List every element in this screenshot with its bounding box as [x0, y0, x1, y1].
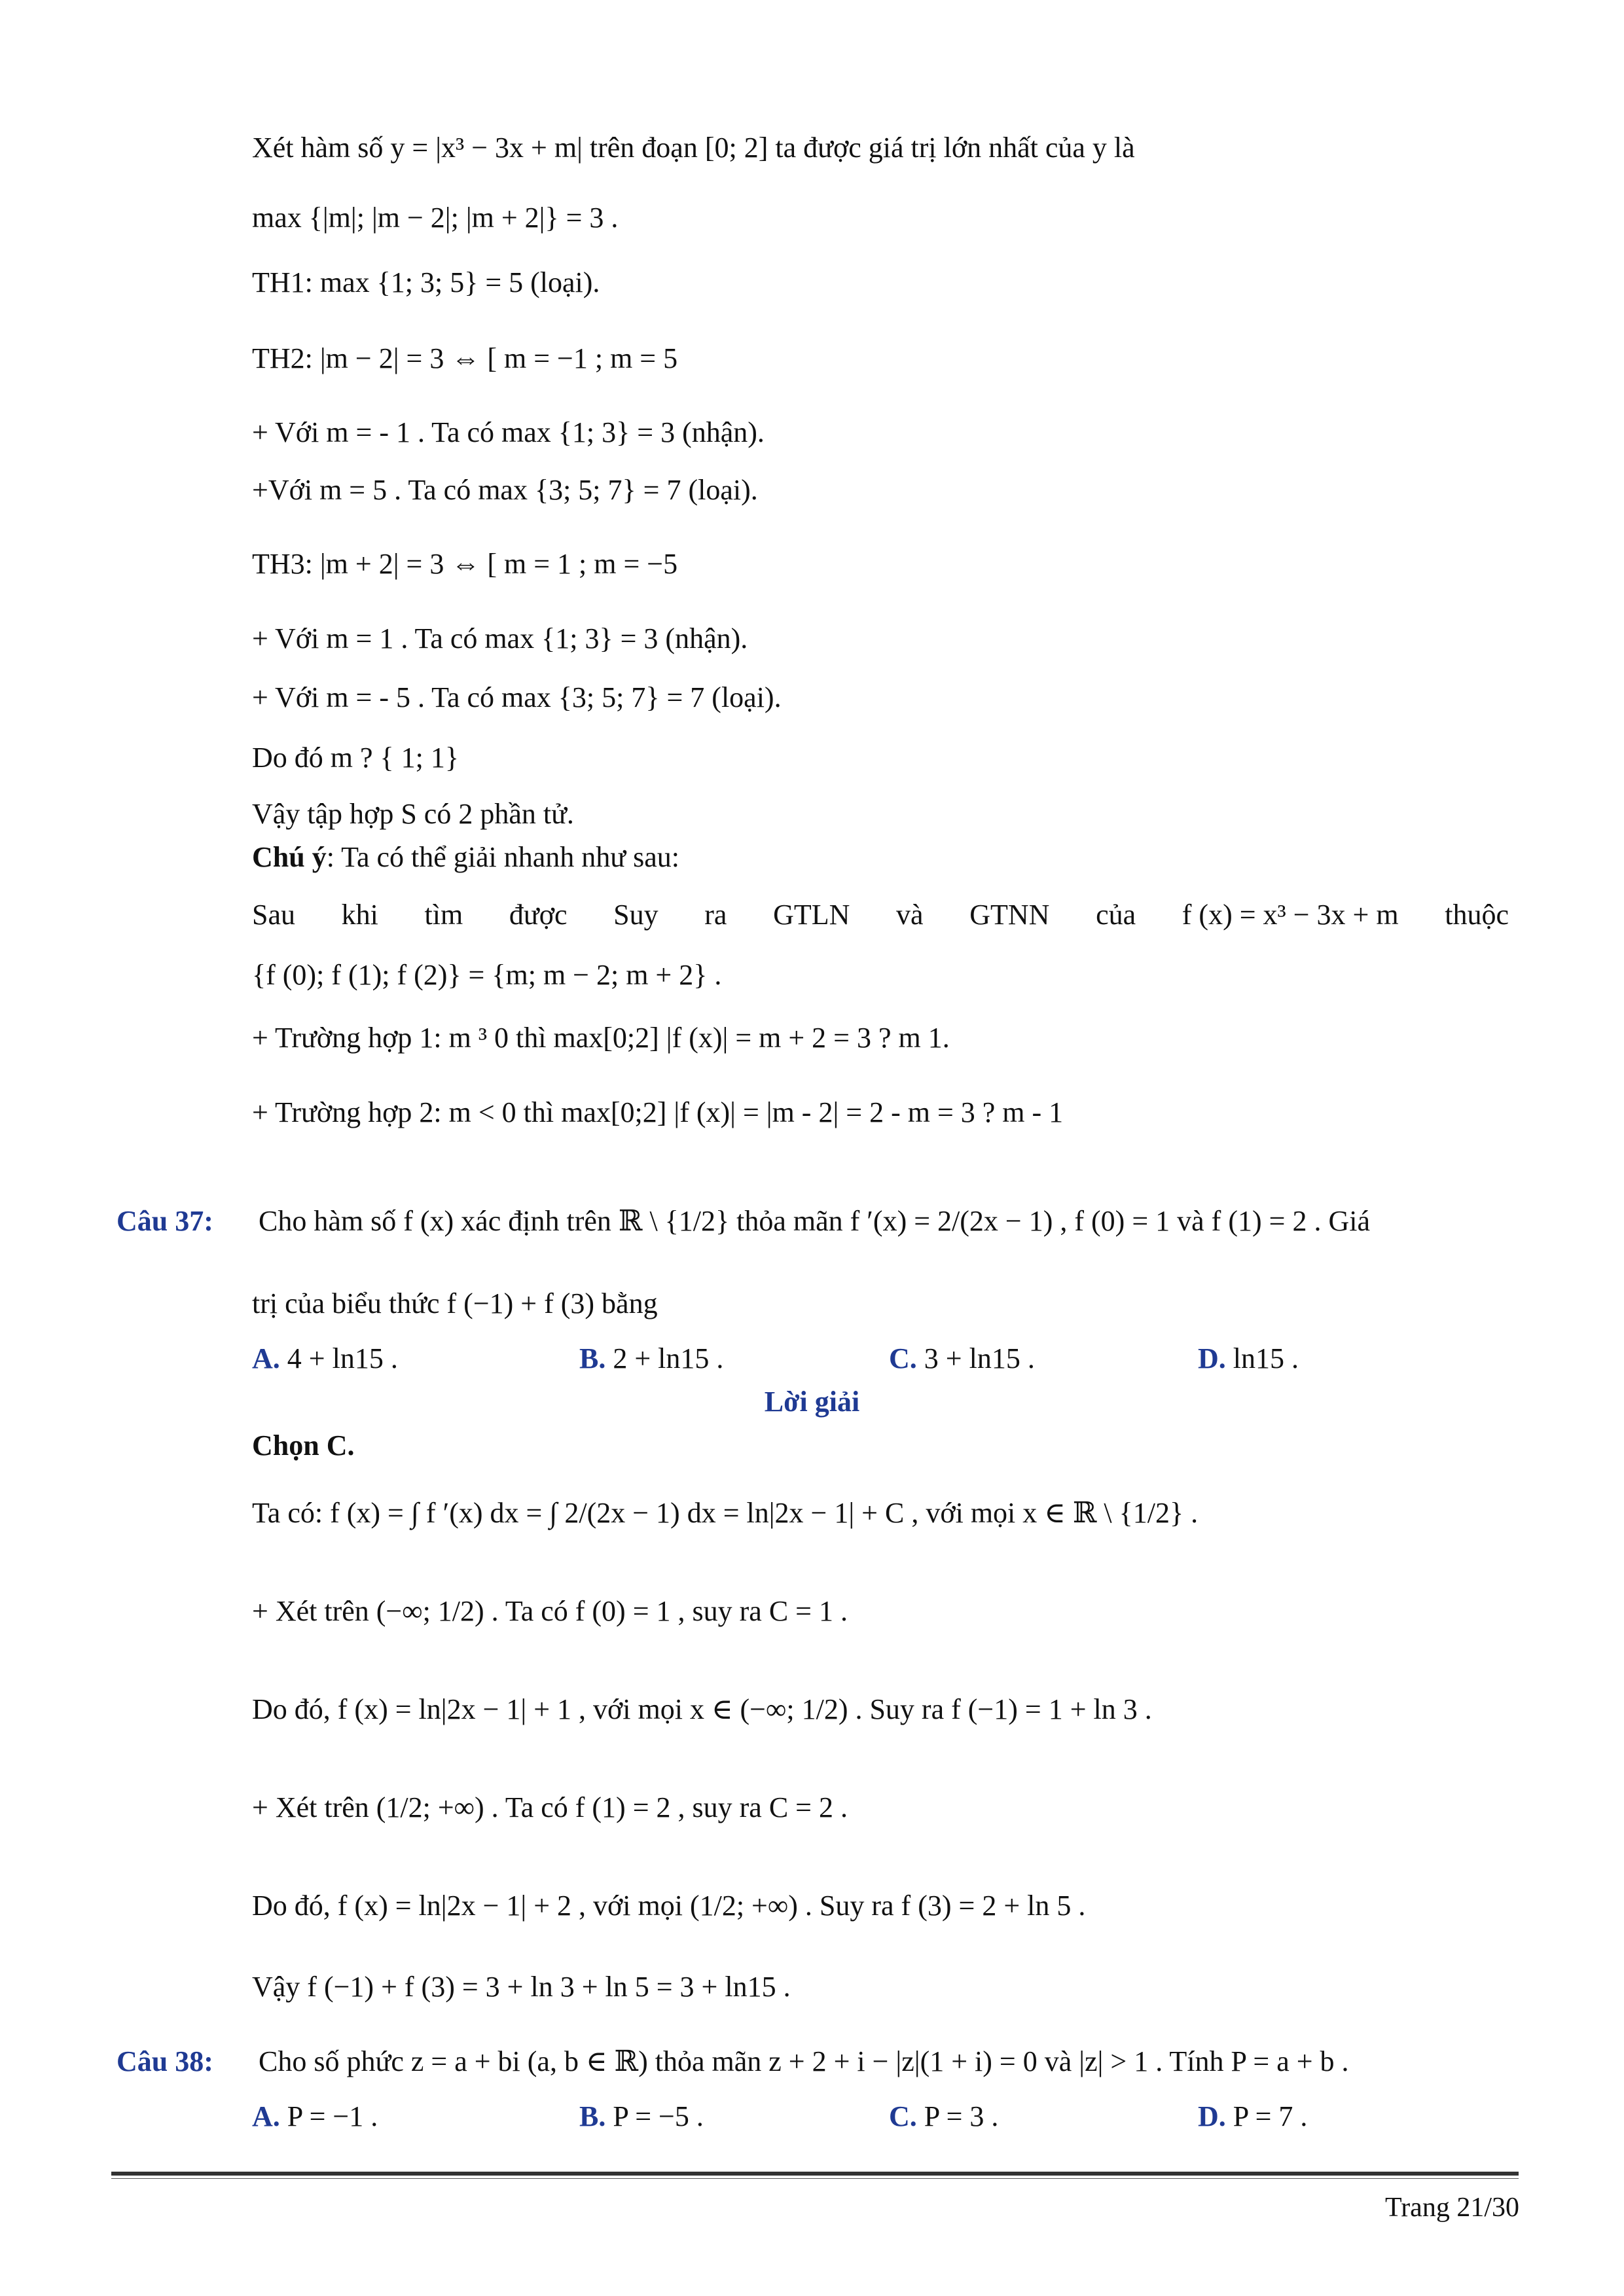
note-text: : Ta có thể giải nhanh như sau:	[326, 841, 679, 873]
solution-line: max {|m|; |m − 2|; |m + 2|} = 3 .	[252, 202, 619, 234]
word: thuộc	[1445, 899, 1509, 931]
option-text: ln15 .	[1233, 1342, 1299, 1374]
option-c[interactable]	[889, 1340, 1035, 1377]
question-37-stem: Cho hàm số f (x) xác định trên ℝ \ {1/2} thỏa mãn f ′(x) = 2/(2x − 1) , f (0) = 1 và f (1) = 2 . Giá	[259, 1205, 1370, 1237]
option-text: 3 + ln15 .	[924, 1342, 1035, 1374]
option-b[interactable]	[579, 1340, 723, 1377]
option-letter: C.	[889, 2100, 917, 2132]
word: của	[1096, 899, 1136, 931]
footer-rule-thin	[111, 2178, 1519, 2179]
note-line: {f (0); f (1); f (2)} = {m; m − 2; m + 2} .	[252, 959, 722, 991]
word: ra	[704, 899, 727, 931]
word: Sau	[252, 899, 295, 931]
chosen-answer: Chọn C.	[252, 1429, 355, 1462]
word: được	[509, 899, 568, 931]
option-text: 4 + ln15 .	[287, 1342, 398, 1374]
word: GTLN	[773, 899, 850, 931]
case-th3: TH3: |m + 2| = 3 ⇔ [ m = 1 ; m = −5	[252, 548, 678, 580]
option-b[interactable]	[579, 2098, 704, 2135]
solution-line: Vậy tập hợp S có 2 phần tử.	[252, 798, 574, 830]
solution-line: Xét hàm số y = |x³ − 3x + m| trên đoạn [0; 2] ta được giá trị lớn nhất của y là	[252, 132, 1135, 164]
question-37-label: Câu 37:	[117, 1205, 213, 1237]
solution-line: Do đó m ? { 1; 1}	[252, 742, 459, 774]
solution-line: Do đó, f (x) = ln|2x − 1| + 1 , với mọi x ∈ (−∞; 1/2) . Suy ra f (−1) = 1 + ln 3 .	[252, 1693, 1152, 1725]
note-line-justified	[252, 897, 1509, 933]
option-d[interactable]	[1198, 1340, 1299, 1377]
solution-line: + Xét trên (−∞; 1/2) . Ta có f (0) = 1 , suy ra C = 1 .	[252, 1595, 848, 1627]
option-d[interactable]	[1198, 2098, 1307, 2135]
option-letter: A.	[252, 1342, 280, 1374]
solution-line: Ta có: f (x) = ∫ f ′(x) dx = ∫ 2/(2x − 1) dx = ln|2x − 1| + C , với mọi x ∈ ℝ \ {1/2} .	[252, 1497, 1199, 1529]
case-th1: TH1: max {1; 3; 5} = 5 (loại).	[252, 266, 600, 298]
solution-line: Do đó, f (x) = ln|2x − 1| + 2 , với mọi (1/2; +∞) . Suy ra f (3) = 2 + ln 5 .	[252, 1890, 1086, 1922]
solution-line: Vậy f (−1) + f (3) = 3 + ln 3 + ln 5 = 3 + ln15 .	[252, 1971, 791, 2003]
word: và	[896, 899, 924, 931]
option-letter: D.	[1198, 1342, 1226, 1374]
footer-rule	[111, 2172, 1519, 2176]
case-1: + Trường hợp 1: m ³ 0 thì max[0;2] |f (x)| = m + 2 = 3 ? m 1.	[252, 1022, 950, 1054]
option-text: P = 3 .	[924, 2100, 999, 2132]
solution-heading: Lời giải	[764, 1386, 860, 1418]
word: f (x) = x³ − 3x + m	[1182, 899, 1399, 931]
option-text: P = 7 .	[1233, 2100, 1308, 2132]
word: GTNN	[969, 899, 1050, 931]
word: Suy	[613, 899, 659, 931]
option-letter: C.	[889, 1342, 917, 1374]
option-letter: A.	[252, 2100, 280, 2132]
option-letter: B.	[579, 2100, 606, 2132]
note-line	[252, 839, 679, 876]
option-text: P = −1 .	[287, 2100, 378, 2132]
question-37-stem-cont: trị của biểu thức f (−1) + f (3) bằng	[252, 1287, 658, 1319]
page-number: Trang 21/30	[1385, 2193, 1519, 2223]
solution-line: + Với m = 1 . Ta có max {1; 3} = 3 (nhận).	[252, 622, 748, 655]
option-text: P = −5 .	[613, 2100, 704, 2132]
solution-line: +Với m = 5 . Ta có max {3; 5; 7} = 7 (loại).	[252, 474, 758, 506]
option-letter: D.	[1198, 2100, 1226, 2132]
word: khi	[341, 899, 378, 931]
option-letter: B.	[579, 1342, 606, 1374]
case-th2: TH2: |m − 2| = 3 ⇔ [ m = −1 ; m = 5	[252, 342, 678, 374]
solution-line: + Với m = - 1 . Ta có max {1; 3} = 3 (nhận).	[252, 416, 765, 448]
solution-line: + Xét trên (1/2; +∞) . Ta có f (1) = 2 , suy ra C = 2 .	[252, 1791, 848, 1823]
option-text: 2 + ln15 .	[613, 1342, 724, 1374]
option-a[interactable]	[252, 2098, 378, 2135]
solution-line: + Với m = - 5 . Ta có max {3; 5; 7} = 7 (loại).	[252, 681, 782, 713]
note-label: Chú ý	[252, 841, 327, 873]
question-38-label: Câu 38:	[117, 2045, 213, 2077]
word: tìm	[424, 899, 463, 931]
question-38-stem: Cho số phức z = a + bi (a, b ∈ ℝ) thỏa mãn z + 2 + i − |z|(1 + i) = 0 và |z| > 1 . Tính P = a + b .	[259, 2045, 1349, 2077]
option-a[interactable]	[252, 1340, 398, 1377]
option-c[interactable]	[889, 2098, 998, 2135]
case-2: + Trường hợp 2: m < 0 thì max[0;2] |f (x)| = |m - 2| = 2 - m = 3 ? m - 1	[252, 1096, 1064, 1128]
